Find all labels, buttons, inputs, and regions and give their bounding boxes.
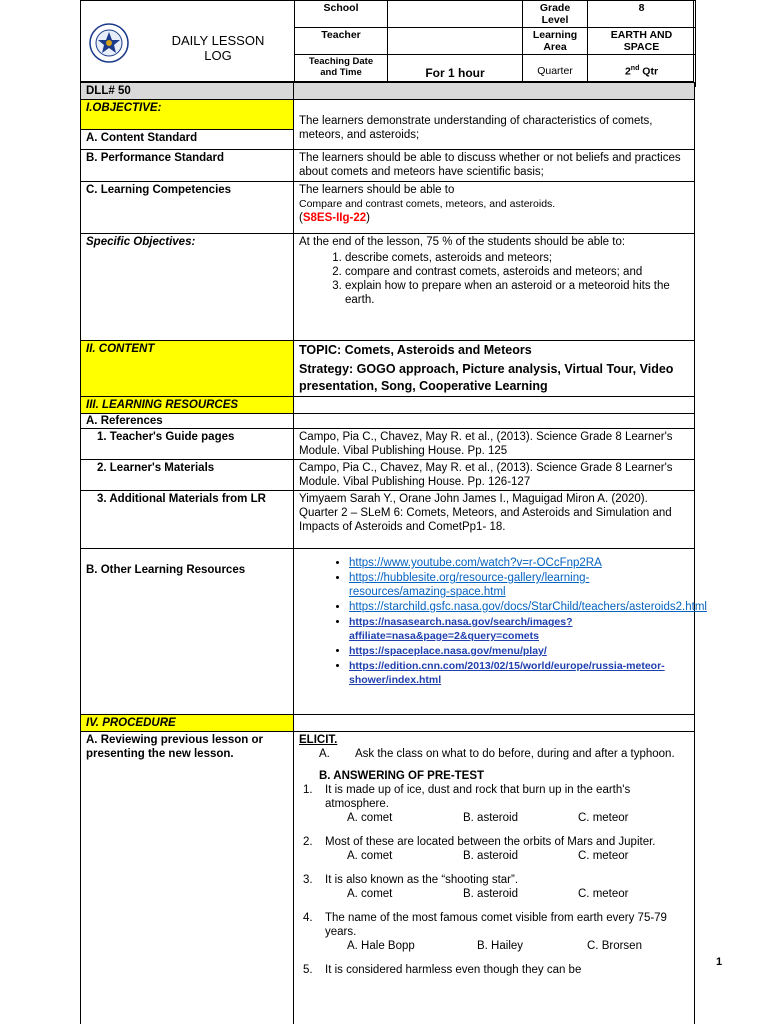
additional-label: 3. Additional Materials from LR [81, 491, 294, 549]
doc-title: DAILY LESSON LOG [171, 33, 265, 63]
date-value: For 1 hour [388, 55, 523, 87]
resource-link[interactable]: https://edition.cnn.com/2013/02/15/world/europe/russia-meteor-shower/index.html [349, 660, 665, 686]
header-table [294, 0, 696, 87]
other-resources-label: B. Other Learning Resources [81, 549, 294, 715]
content-heading: II. CONTENT [81, 341, 294, 397]
specific-list: 1. describe comets, asteroids and meteors; 2. compare and contrast comets, asteroids and meteors; and 3. explain how to prepare when an asteroid or a meteoroid hits the earth. [299, 251, 689, 307]
lesson-table [80, 82, 707, 1024]
seal-icon [89, 23, 129, 63]
content-standard-text: The learners demonstrate understanding of characteristics of comets, meteors, and asteroids; [294, 100, 695, 150]
question-item: 2. Most of these are located between the orbits of Mars and Jupiter. [303, 836, 656, 848]
grade-value: 8 [588, 1, 696, 28]
resources-heading: III. LEARNING RESOURCES [81, 397, 294, 414]
content-standard-label: A. Content Standard [86, 132, 198, 144]
additional-text: Yimyaem Sarah Y., Orane John James I., Maguigad Miron A. (2020). Quarter 2 – SLeM 6: Comets, Meteors, and Asteroids and Simulation and Impacts of Asteroids and CometPp1- 18. [294, 491, 695, 549]
procedure-heading: IV. PROCEDURE [81, 715, 294, 732]
competencies-label: C. Learning Competencies [81, 182, 294, 234]
other-resources-list [294, 549, 707, 715]
review-content: ELICIT. A. Ask the class on what to do before, during and after a typhoon. B. ANSWERING OF PRE-TEST 1. It is made up of ice, dust and rock that burn up in the earth's atmosphere. A. comet B. asteroid C. meteor 2. Most of these are located between the orbits of Mars and Jupiter. A. comet B. asteroid C. meteor 3. It is also known as the “shooting star”. A. comet B. asteroid C. meteor 4. The name of the most famous comet visible from earth every 75-79 years. A. Hale Bopp B. Hailey C. Brorsen 5. It is considered harmless even though they can be [294, 732, 695, 1024]
question-item: 1. It is made up of ice, dust and rock that burn up in the earth's atmosphere. [303, 784, 631, 810]
question-item: 4. The name of the most famous comet visible from earth every 75-79 years. [303, 912, 667, 938]
school-value[interactable] [388, 1, 523, 28]
resource-link[interactable]: https://nasasearch.nasa.gov/search/images?affiliate=nasa&page=2&query=comets [349, 616, 573, 642]
performance-label: B. Performance Standard [81, 150, 294, 182]
area-label: Learning Area [523, 28, 588, 55]
quarter-label: Quarter [523, 55, 588, 87]
content-text: TOPIC: Comets, Asteroids and Meteors Strategy: GOGO approach, Picture analysis, Virtual Tour, Video presentation, Song, Cooperative Learning [294, 341, 695, 397]
dll-number: DLL# 50 [81, 83, 294, 100]
header-block [80, 0, 694, 82]
pretest-heading: B. ANSWERING OF PRE-TEST [319, 770, 485, 782]
tg-text: Campo, Pia C., Chavez, May R. et al., (2013). Science Grade 8 Learner's Module. Vibal Publishing House. Pp. 125 [294, 429, 695, 460]
teacher-label: Teacher [295, 28, 388, 55]
performance-text: The learners should be able to discuss whether or not beliefs and practices about comets and meteors have scientific basis; [294, 150, 695, 182]
competencies-text: The learners should be able to Compare and contrast comets, meteors, and asteroids. (S8ES-IIg-22) [294, 182, 695, 234]
resource-link[interactable]: https://hubblesite.org/resource-gallery/learning-resources/amazing-space.html [349, 572, 590, 598]
resource-link[interactable]: https://starchild.gsfc.nasa.gov/docs/StarChild/teachers/asteroids2.html [349, 601, 707, 613]
resource-link[interactable]: https://spaceplace.nasa.gov/menu/play/ [349, 645, 547, 657]
lm-label: 2. Learner's Materials [81, 460, 294, 491]
teacher-value[interactable] [388, 28, 523, 55]
review-label: A. Reviewing previous lesson or presenting the new lesson. [81, 732, 294, 1024]
question-item: 3. It is also known as the “shooting star”. [303, 874, 519, 886]
elicit-heading: ELICIT. [299, 734, 338, 746]
area-value: EARTH AND SPACE [588, 28, 696, 55]
references-label: A. References [81, 414, 294, 429]
school-label: School [295, 1, 388, 28]
dll-blank [294, 83, 695, 100]
question-item: 5. It is considered harmless even though they can be [303, 964, 582, 976]
date-label: Teaching Date and Time [295, 55, 388, 87]
grade-label: Grade Level [523, 1, 588, 28]
quarter-value: 2nd Qtr [588, 55, 696, 87]
page-number: 1 [716, 956, 723, 968]
tg-label: 1. Teacher's Guide pages [81, 429, 294, 460]
competency-code: S8ES-IIg-22 [302, 212, 367, 224]
objective-cell [81, 100, 294, 150]
deped-seal [89, 23, 129, 63]
resource-link[interactable]: https://www.youtube.com/watch?v=r-OCcFnp2RA [349, 557, 602, 569]
lm-text: Campo, Pia C., Chavez, May R. et al., (2013). Science Grade 8 Learner's Module. Vibal Publishing House. Pp. 126-127 [294, 460, 695, 491]
specific-label: Specific Objectives: [81, 234, 294, 341]
objective-heading: I.OBJECTIVE: [81, 100, 293, 130]
specific-text: At the end of the lesson, 75 % of the students should be able to: 1. describe comets, asteroids and meteors; 2. compare and contrast comets, asteroids and meteors; and 3. explain how to prepare when an asteroid or a meteoroid hits the earth. [294, 234, 695, 341]
